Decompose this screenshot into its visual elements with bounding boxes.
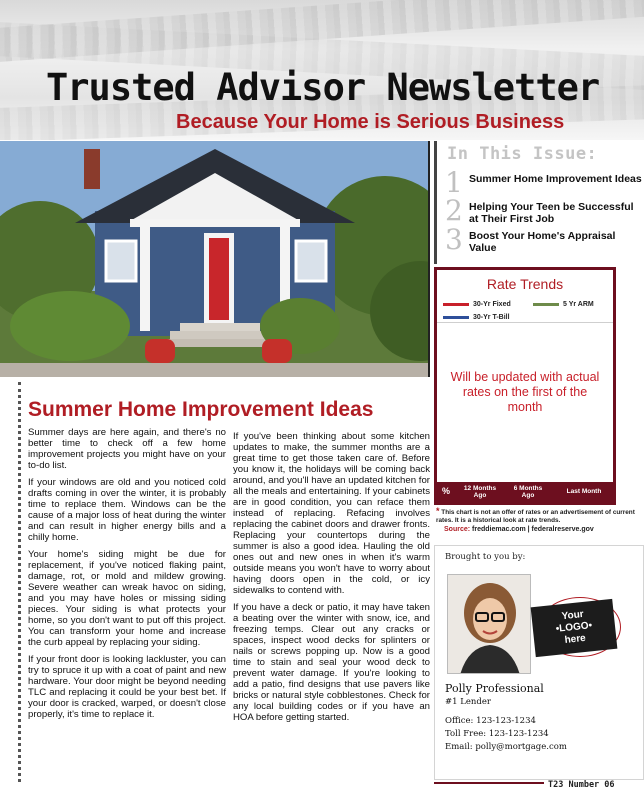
issue-item-text: Summer Home Improvement Ideas — [469, 173, 642, 185]
agent-card — [434, 545, 644, 780]
legend-swatch — [443, 316, 469, 319]
footer-12-months: 12 Months Ago — [463, 485, 497, 499]
legend-30yr-fixed: 30-Yr Fixed — [443, 301, 511, 308]
issue-item-number: 2 — [445, 194, 463, 227]
rate-trends-panel — [434, 267, 616, 505]
rate-source: Source: freddiemac.com | federalreserve.gov — [444, 526, 594, 533]
legend-5yr-arm: 5 Yr ARM — [533, 301, 594, 308]
agent-portrait-illustration — [448, 575, 531, 674]
article-paragraph: If you've been thinking about some kitchen updates to make, the summer months are a great time to get those taken care of. Before you know it, the holidays will be coming back around, and you'll have an updated kitchen for all the meals and entertaining. If your cabinets are in good condition, you can reface them instead of replacing. Refacing involves replacing the cabinet doors and drawer fronts. Replacing your countertops during the summer is also a good idea. Hauling the old ones out and new ones in when it's warm outside means you won't have to worry about having doors open in the cold, or icy sidewalks to contend with. — [233, 431, 430, 596]
issue-item-text: Boost Your Home's Appraisal Value — [469, 230, 616, 254]
house-illustration — [0, 141, 430, 377]
agent-toll-free-phone[interactable]: Toll Free: 123-123-1234 — [445, 729, 549, 739]
legend-swatch — [533, 303, 559, 306]
legend-30yr-tbill: 30-Yr T-Bill — [443, 314, 510, 321]
percent-label: % — [441, 486, 450, 496]
newsletter-title: Trusted Advisor Newsletter — [46, 66, 600, 109]
issue-item[interactable] — [445, 166, 644, 201]
article-title: Summer Home Improvement Ideas — [28, 398, 374, 421]
article-paragraph: If you have a deck or patio, it may have taken a beating over the winter with snow, ice, and freezing temps. Clear out any cracks or spaces, inspect wood decks for splinters or nails or screws popping up. Now is a good time to stain and seal your wood deck to prevent water damage. If you're looking to add a patio, find designs that use pavers like bricks or natural style cobblestones. Check for any local building codes or if you have an HOA before getting started. — [233, 602, 430, 723]
brought-to-you-by: Brought to you by: — [445, 552, 526, 562]
footer-rule — [434, 782, 544, 784]
in-this-issue-panel — [434, 141, 644, 264]
newsletter-subtitle: Because Your Home is Serious Business — [176, 111, 565, 133]
agent-name: Polly Professional — [445, 682, 544, 695]
article-paragraph: Summer days are here again, and there's no better time to check off a few home improvement projects you might have on your to-do list. — [28, 427, 226, 471]
agent-role: #1 Lender — [445, 697, 491, 707]
article-paragraph: If your front door is looking lackluster, you can try to spruce it up with a coat of paint and new hardware. Your door might be beyond needing TLC and replacing it could be your best bet. If your door is cracked, warped, or doesn't close properly, it's time to replace it. — [28, 654, 226, 720]
house-photo — [0, 141, 430, 377]
issue-item-number: 3 — [445, 223, 463, 256]
dotted-divider — [18, 382, 21, 782]
rate-disclaimer: * This chart is not an offer of rates or an advertisement of current rates. It is a historical look at rate trends. — [436, 506, 635, 524]
agent-office-phone[interactable]: Office: 123-123-1234 — [445, 716, 536, 726]
issue-item[interactable] — [445, 223, 644, 258]
logo-placeholder: Your •LOGO• here — [531, 599, 618, 657]
issue-number: T23 Number 06 — [548, 780, 615, 790]
rate-trends-title: Rate Trends — [486, 276, 564, 292]
masthead — [0, 0, 644, 140]
asterisk-icon: * — [436, 506, 440, 516]
footer-6-months: 6 Months Ago — [513, 485, 543, 499]
article-column-2 — [233, 431, 430, 729]
article-paragraph: If your windows are old and you noticed cold drafts coming in over the winter, it is probably time to replace them. Windows can be the cause of a major loss of heat during the winter and can result in higher energy bills and a chilly home. — [28, 477, 226, 543]
issue-item-text: Helping Your Teen be Successful at Their First Job — [469, 201, 634, 225]
divider — [437, 322, 613, 323]
article-column-1 — [28, 427, 226, 726]
issue-item-number: 1 — [445, 166, 463, 199]
footer-last-month: Last Month — [566, 488, 602, 495]
in-this-issue-heading: In This Issue: — [447, 144, 598, 164]
article-paragraph: Your home's siding might be due for replacement, if you've noticed flaking paint, damage, rot, or mold and mildew growing. Severe weather can wreak havoc on siding, and you may have holes or missing siding pieces. Your siding is what protects your home, so you don't want to put off this project. You can transform your home and increase the curb appeal by replacing your siding. — [28, 549, 226, 648]
rate-trends-footer — [437, 482, 613, 502]
agent-photo — [447, 574, 531, 674]
source-link[interactable]: freddiemac.com | federalreserve.gov — [472, 526, 594, 533]
legend-swatch — [443, 303, 469, 306]
rate-update-note: Will be updated with actual rates on the first of the month — [450, 370, 600, 414]
agent-email[interactable]: Email: polly@mortgage.com — [445, 742, 567, 752]
issue-item[interactable] — [445, 194, 644, 229]
